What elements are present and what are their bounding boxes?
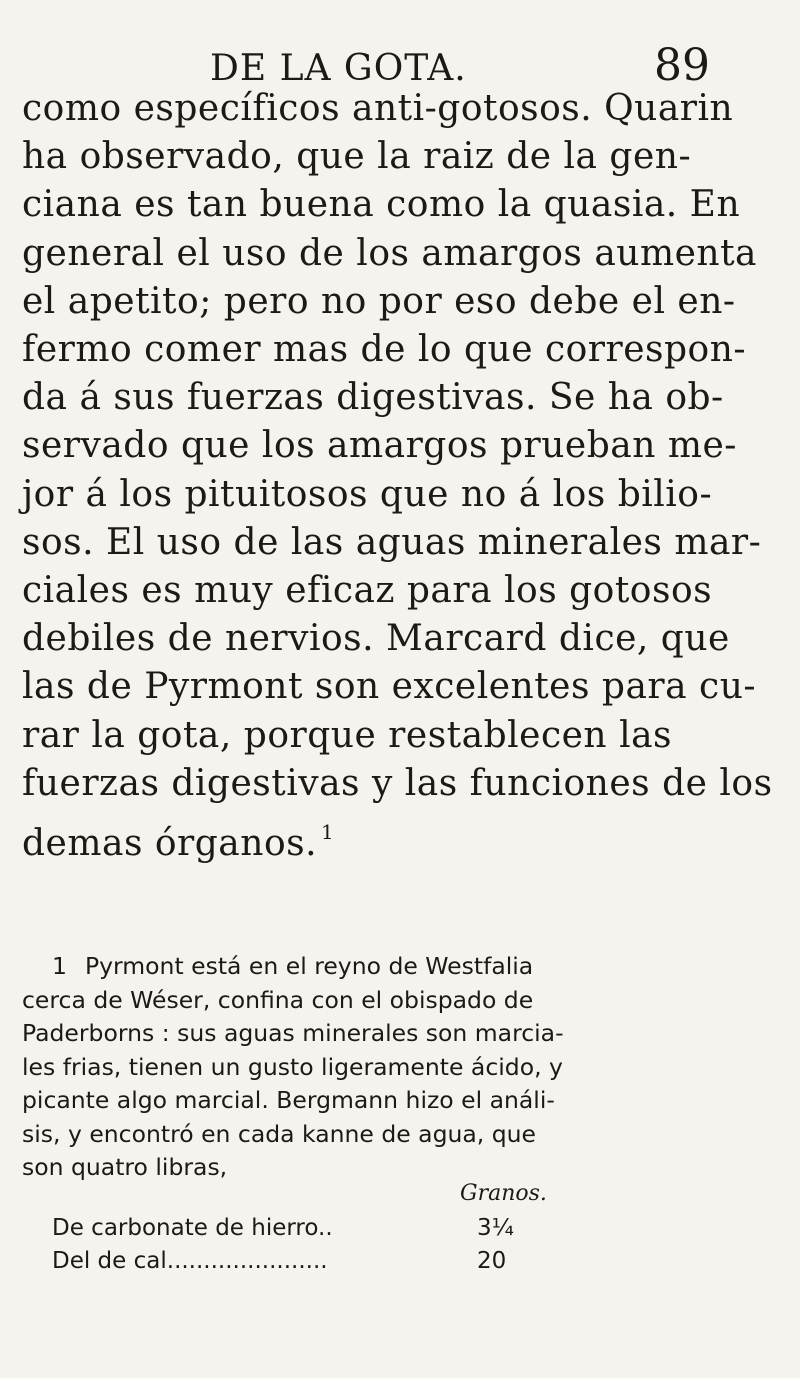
text-line: ciales es muy eficaz para los gotosos xyxy=(22,570,713,612)
row-value: 20 xyxy=(477,1248,507,1274)
row-value: 3¼ xyxy=(477,1215,514,1241)
footnote-line xyxy=(22,950,722,984)
row-label: De carbonate de hierro.. xyxy=(52,1215,333,1241)
text-line: como específicos anti-gotosos. Quarin xyxy=(22,88,734,129)
text-line: rar la gota, porque restablecen las xyxy=(22,714,673,756)
footnote-line: cerca de Wéser, confina con el obispado de xyxy=(22,985,534,1014)
footnote-line: picante algo marcial. Bergmann hizo el análi- xyxy=(22,1086,555,1114)
footnote-number: 1 xyxy=(52,952,67,980)
footnote-line: les frias, tienen un gusto ligeramente ácido, y xyxy=(22,1052,563,1081)
running-title: DE LA GOTA. xyxy=(210,48,467,89)
text-line: ciana es tan buena como la quasia. En xyxy=(22,184,741,226)
text-line: da á sus fuerzas digestivas. Se ha ob- xyxy=(22,377,724,419)
text-line: general el uso de los amargos aumenta xyxy=(22,232,758,274)
row-label: Del de cal...................... xyxy=(52,1248,328,1274)
text-line: debiles de nervios. Marcard dice, que xyxy=(22,618,730,660)
main-text xyxy=(22,85,773,868)
text-line: fuerzas digestivas y las funciones de los xyxy=(22,762,773,804)
footnote-line: Paderborns : sus aguas minerales son marcia- xyxy=(22,1019,564,1047)
text-line: ha observado, que la raiz de la gen- xyxy=(22,136,692,178)
footnote xyxy=(22,950,722,1185)
text-line: sos. El uso de las aguas minerales mar- xyxy=(22,521,762,563)
text-line: fermo comer mas de lo que correspon- xyxy=(22,329,747,371)
table-row xyxy=(52,1215,514,1241)
text-line-content: demas órganos. xyxy=(22,823,318,865)
page-number: 89 xyxy=(654,40,710,91)
text-line: las de Pyrmont son excelentes para cu- xyxy=(22,666,757,708)
footnote-marker: 1 xyxy=(321,820,335,845)
unit-header: Granos. xyxy=(460,1181,547,1206)
footnote-text: Pyrmont está en el reyno de Westfalia xyxy=(84,952,534,980)
footnote-line: sis, y encontró en cada kanne de agua, que xyxy=(22,1119,536,1148)
footnote-line: son quatro libras, xyxy=(22,1153,228,1181)
text-line: jor á los pituitosos que no á los bilio- xyxy=(22,473,713,515)
table-row xyxy=(52,1248,506,1274)
text-line: el apetito; pero no por eso debe el en- xyxy=(22,280,736,322)
text-line-last xyxy=(22,808,727,868)
text-line: servado que los amargos prueban me- xyxy=(22,425,737,467)
